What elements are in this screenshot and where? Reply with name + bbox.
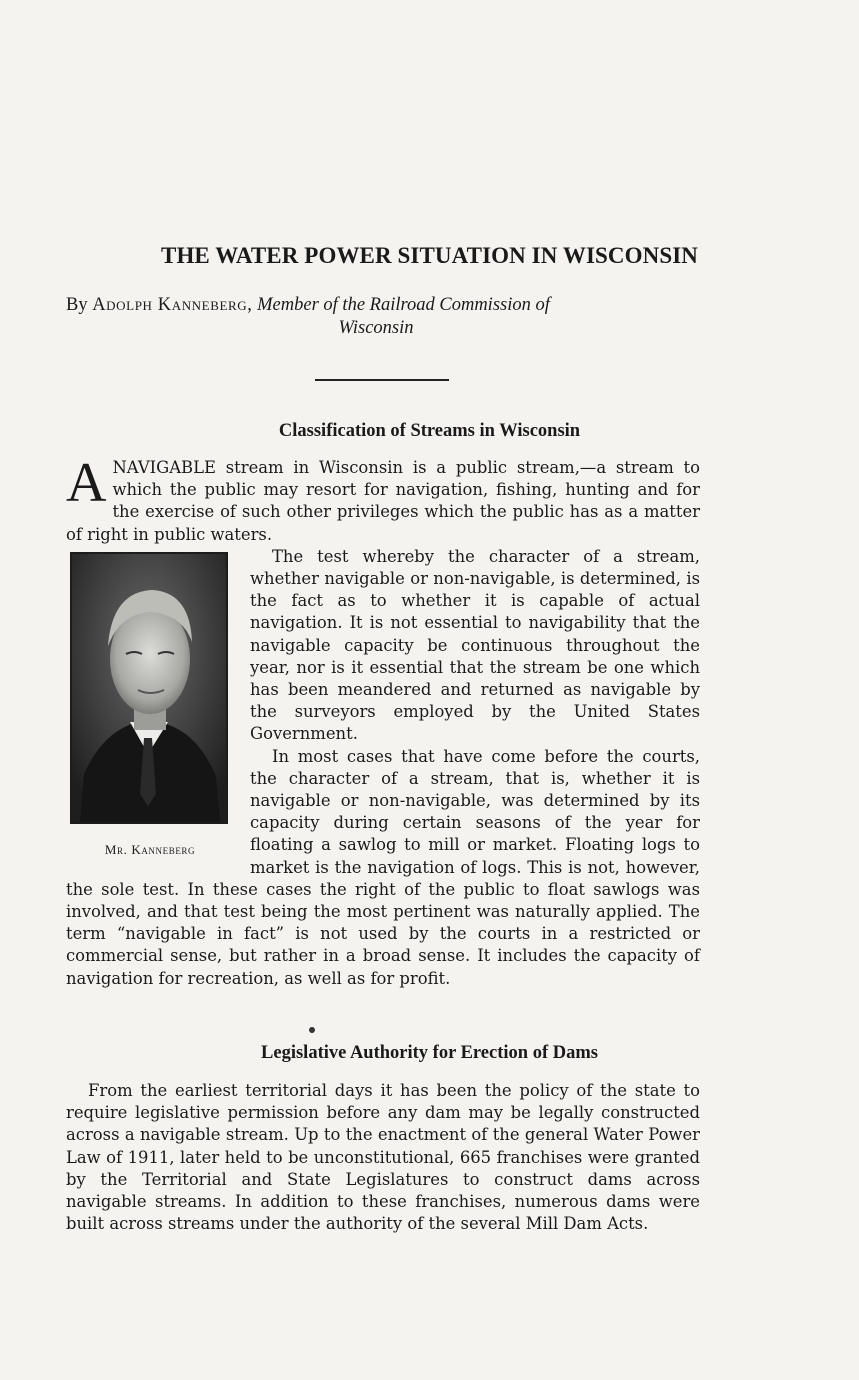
section-heading-legislative: Legislative Authority for Erection of Dams: [261, 1043, 598, 1063]
author-portrait-image: [70, 552, 228, 824]
paragraph: [66, 452, 700, 546]
title-divider: [315, 379, 449, 381]
author-affiliation-line1: Member of the Railroad Commission of: [257, 295, 550, 315]
section-ornament: [309, 1027, 315, 1033]
article-title: THE WATER POWER SITUATION IN WISCONSIN: [161, 243, 698, 268]
paragraph: From the earliest territorial days it has been the policy of the state to require legislative permission before any dam may be legally constructed across a navigable stream. Up to the enactment of the general Water Power Law of 1911, later held to be unconstitutional, 665 franchises were granted by the Territorial and State Legislatures to construct dams across navigable streams. In addition to these franchises, numerous dams were built across streams under the authority of the several Mill Dam Acts.: [66, 1081, 700, 1234]
section-heading-classification: Classification of Streams in Wisconsin: [278, 421, 581, 441]
paragraph-text: NAVIGABLE stream in Wisconsin is a public stream,—a stream to which the public may resort for navigation, fishing, hunting and for the exercise of such other privileges which the public has as a matter of right in public waters.: [66, 458, 700, 544]
paragraph: In most cases that have come before the courts, the character of a stream, that is, whether it is navigable or non-navigable, was determined by its capacity during certain seasons of the year for floating a sawlog to mill or market. Floating logs to market is the navigation of logs. This is not, however, the sole test. In these cases the right of the public to float sawlogs was involved, and that test being the most pertinent was naturally applied. The term “navigable in fact” is not used by the courts in a restricted or commercial sense, but rather in a broad sense. It includes the capacity of navigation for recreation, as well as for profit.: [66, 746, 700, 988]
section-classification-body: [66, 452, 700, 990]
byline: [66, 294, 716, 340]
author-name: Adolph Kanneberg,: [92, 295, 253, 315]
author-affiliation-line2: Wisconsin: [338, 318, 414, 338]
drop-cap: A: [66, 452, 107, 514]
paragraph: The test whereby the character of a stream, whether navigable or non-navigable, is determined, is the fact as to whether it is capable of actual navigation. It is not essential to navigability that the navigable capacity be continuous throughout the year, nor is it essential that the stream be one which has been meandered and returned as navigable by the surveyors employed by the United States Government.: [250, 546, 700, 744]
byline-prefix: By: [66, 295, 88, 315]
section-legislative-body: [66, 1080, 700, 1235]
author-photo-figure: [70, 552, 230, 864]
photo-caption: Mr. Kanneberg: [104, 841, 196, 857]
